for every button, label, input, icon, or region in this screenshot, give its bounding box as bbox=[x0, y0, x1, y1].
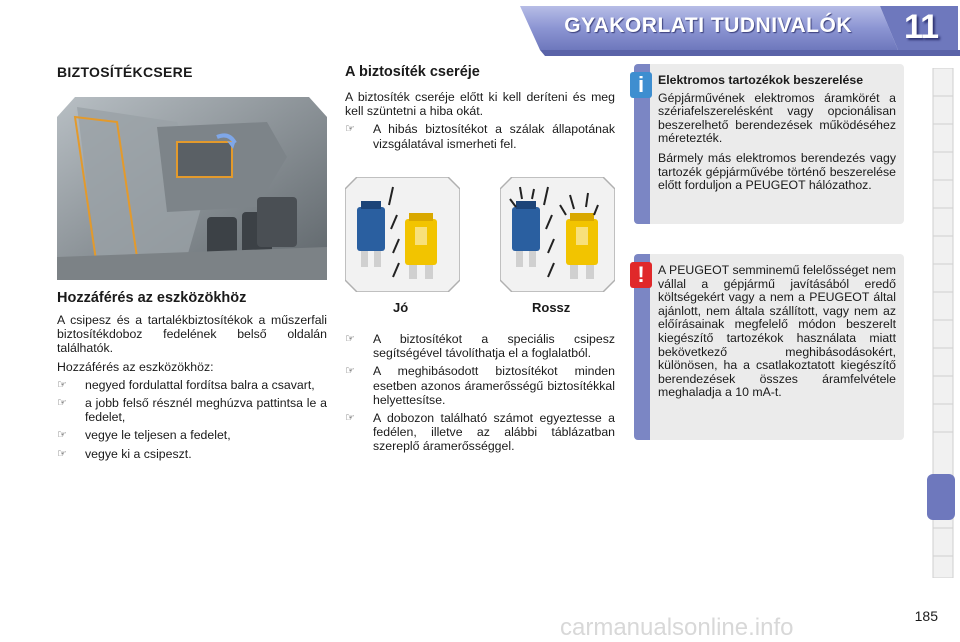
header-banner bbox=[0, 0, 960, 60]
fuse-step-text: A meghibásodott biztosítékot minden esetben azonos áramerősségű biztosítékkal helyettesítse. bbox=[373, 364, 615, 407]
fuse-steps bbox=[345, 332, 615, 458]
page-heading: BIZTOSÍTÉKCSERE bbox=[57, 64, 193, 80]
warning-box bbox=[634, 254, 904, 440]
fuse-change-title: A biztosíték cseréje bbox=[345, 64, 480, 80]
access-step bbox=[57, 378, 327, 392]
info-box-p1: Gépjárművének elektromos áramkörét a szériafelszerelésként vagy opcionálisan beszerelhető berendezések működéséhez méretezték. bbox=[658, 90, 896, 146]
fuse-change-intro: A biztosíték cseréje előtt ki kell deríteni és meg kell szüntetni a hiba okát. bbox=[345, 90, 615, 119]
fuse-check-step bbox=[345, 122, 615, 150]
watermark: carmanualsonline.info bbox=[560, 614, 794, 641]
section-title: GYAKORLATI TUDNIVALÓK bbox=[564, 14, 852, 37]
warning-icon: ! bbox=[630, 262, 652, 288]
fuse-step-text: A biztosítékot a speciális csipesz segítségével távolíthatja el a foglalatból. bbox=[373, 332, 615, 361]
fuse-check-text: A hibás biztosítékot a szálak állapotának vizsgálatával ismerheti fel. bbox=[373, 122, 615, 151]
access-step-text: vegye ki a csipeszt. bbox=[85, 446, 192, 461]
good-fuse-illustration bbox=[345, 177, 460, 292]
fuse-change-intro-block bbox=[345, 90, 615, 155]
active-chapter-tab[interactable] bbox=[927, 474, 955, 520]
access-step bbox=[57, 447, 327, 461]
access-step bbox=[57, 428, 327, 442]
access-step-text: vegye le teljesen a fedelet, bbox=[85, 428, 231, 443]
info-box-title: Elektromos tartozékok beszerelése bbox=[658, 73, 864, 87]
pointing-hand-icon: ☞ bbox=[345, 122, 355, 136]
info-box bbox=[634, 64, 904, 224]
access-intro: A csipesz és a tartalékbiztosítékok a műszerfali biztosítékdoboz fedelének belső oldalán találhatók. bbox=[57, 313, 327, 356]
fuse-step-text: A dobozon található számot egyeztesse a fedélen, illetve az alábbi táblázatban szereplő áramerősséggel. bbox=[373, 411, 615, 454]
fuse-step bbox=[345, 411, 615, 454]
warning-box-text: A PEUGEOT semminemű felelősséget nem vállal a gépjármű javításából eredő költségekért vagy a nem a PEUGEOT által ajánlott, nem általa szállított, vagy nem az előírásainak megfelelő módon beszerelt kiegészítő tartozékok használata miatt bekövetkező meghibásodásokért, különösen, ha a csatlakoztatott kiegészítő berendezések összes áramfelvétele meghaladja a 10 mA-t. bbox=[658, 263, 896, 400]
access-text bbox=[57, 313, 327, 465]
pointing-hand-icon: ☞ bbox=[345, 364, 355, 378]
bad-fuse-illustration bbox=[500, 177, 615, 292]
info-icon: i bbox=[630, 72, 652, 98]
pointing-hand-icon: ☞ bbox=[345, 332, 355, 345]
caption-good: Jó bbox=[393, 300, 409, 315]
access-step bbox=[57, 396, 327, 424]
access-step-text: negyed fordulattal fordítsa balra a csavart, bbox=[85, 377, 315, 392]
pointing-hand-icon: ☞ bbox=[57, 428, 67, 442]
fuse-step bbox=[345, 332, 615, 360]
fuse-step bbox=[345, 364, 615, 407]
pointing-hand-icon: ☞ bbox=[57, 396, 67, 410]
caption-bad: Rossz bbox=[532, 300, 571, 315]
pointing-hand-icon: ☞ bbox=[345, 411, 355, 425]
pointing-hand-icon: ☞ bbox=[57, 446, 67, 460]
chapter-number: 11 bbox=[904, 8, 938, 46]
chapter-tabs bbox=[925, 68, 955, 578]
info-box-text bbox=[658, 74, 896, 199]
dashboard-photo bbox=[57, 97, 327, 280]
access-title: Hozzáférés az eszközökhöz bbox=[57, 290, 247, 306]
access-step-text: a jobb felső résznél meghúzva pattintsa le a fedelet, bbox=[85, 396, 327, 425]
page-number: 185 bbox=[914, 608, 938, 624]
info-box-p2: Bármely más elektromos berendezés vagy tartozék gépjárművébe történő beszerelése előtt forduljon a PEUGEOT hálózathoz. bbox=[658, 150, 896, 193]
access-lead: Hozzáférés az eszközökhöz: bbox=[57, 359, 214, 374]
pointing-hand-icon: ☞ bbox=[57, 377, 67, 391]
